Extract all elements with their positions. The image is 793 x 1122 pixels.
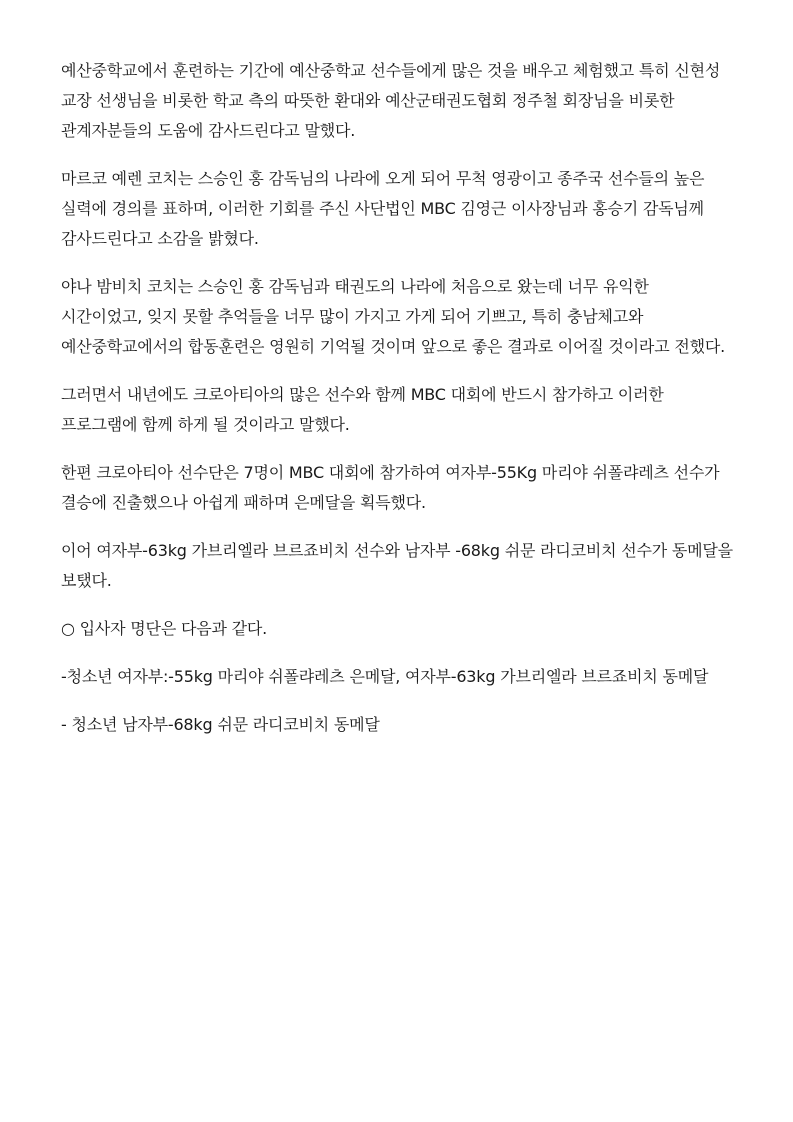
list-item-youth-men: - 청소년 남자부-68kg 쉬문 라디코비치 동메달 — [61, 715, 380, 734]
paragraph-marko-coach: 마르코 예렌 코치는 스승인 홍 감독님의 나라에 오게 되어 무척 영광이고 종주국 선수들의 높은 실력에 경의를 표하며, 이러한 기회를 주신 사단법인 MBC 김영근 이사장님과 홍승기 감독님께 감사드린다고 소감을 밝혔다. — [61, 169, 705, 248]
list-item-youth-women: -청소년 여자부:-55kg 마리야 쉬폴랴레츠 은메달, 여자부-63kg 가브리엘라 브르죠비치 동메달 — [61, 667, 709, 686]
paragraph-list-heading: ○ 입사자 명단은 다음과 같다. — [61, 619, 268, 638]
paragraph-next-year: 그러면서 내년에도 크로아티아의 많은 선수와 함께 MBC 대회에 반드시 참가하고 이러한 프로그램에 함께 하게 될 것이라고 말했다. — [61, 385, 664, 434]
document-body — [61, 56, 733, 758]
paragraph-bronze-medals: 이어 여자부-63kg 가브리엘라 브르죠비치 선수와 남자부 -68kg 쉬문 라디코비치 선수가 동메달을 보탰다. — [61, 541, 733, 590]
paragraph-silver-medal: 한편 크로아티아 선수단은 7명이 MBC 대회에 참가하여 여자부-55Kg 마리야 쉬폴랴레츠 선수가 결승에 진출했으나 아쉽게 패하며 은메달을 획득했다. — [61, 463, 720, 512]
paragraph-training-thanks: 예산중학교에서 훈련하는 기간에 예산중학교 선수들에게 많은 것을 배우고 체험했고 특히 신현성 교장 선생님을 비롯한 학교 측의 따뜻한 환대와 예산군태권도협회 정주철 회장님을 비롯한 관계자분들의 도움에 감사드린다고 말했다. — [61, 61, 721, 140]
paragraph-yana-coach: 야나 밤비치 코치는 스승인 홍 감독님과 태권도의 나라에 처음으로 왔는데 너무 유익한 시간이었고, 잊지 못할 추억들을 너무 많이 가지고 가게 되어 기쁘고, 특히 충남체고와 예산중학교에서의 합동훈련은 영원히 기억될 것이며 앞으로 좋은 결과로 이어질 것이라고 전했다. — [61, 277, 725, 356]
